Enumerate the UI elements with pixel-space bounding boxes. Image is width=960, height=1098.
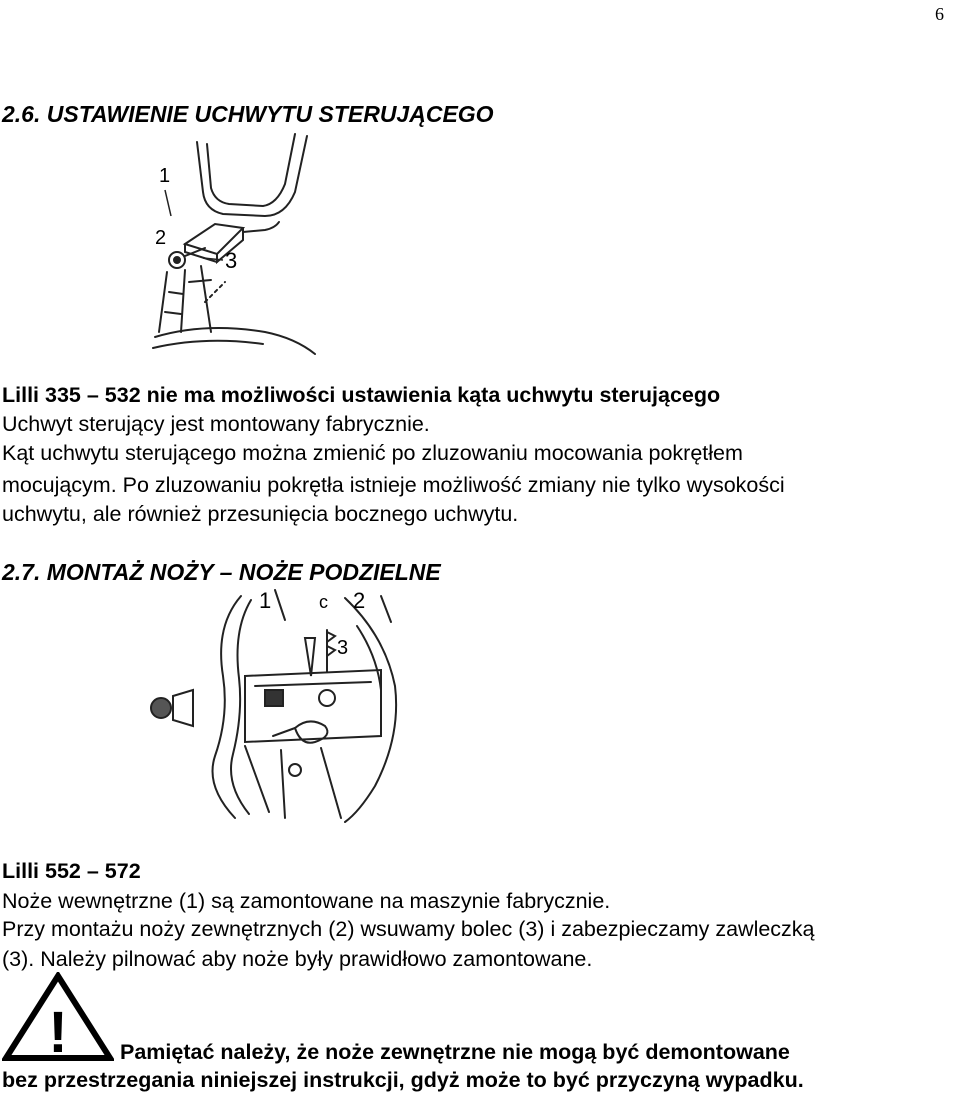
section1-line-4: uchwytu, ale również przesunięcia bocznego uchwytu. (2, 502, 519, 526)
figure2-label-1: 1 (259, 588, 272, 613)
warning-exclamation: ! (48, 1000, 68, 1062)
section2-line-2: Przy montażu noży zewnętrznych (2) wsuwamy bolec (3) i zabezpieczamy zawleczką (2, 917, 815, 941)
section-heading-knives: 2.7. MONTAŻ NOŻY – NOŻE PODZIELNE (2, 559, 441, 585)
figure1-label-2: 2 (155, 227, 167, 249)
warning-triangle-icon (2, 972, 114, 1062)
knife-mounting-figure (145, 586, 425, 826)
page-number: 6 (935, 4, 944, 24)
figure1-label-3: 3 (225, 248, 238, 273)
warning-line-2: bez przestrzegania niniejszej instrukcji, gdyż może to być przyczyną wypadku. (2, 1068, 804, 1092)
section1-line-1: Uchwyt sterujący jest montowany fabrycznie. (2, 412, 430, 436)
section2-line-3: (3). Należy pilnować aby noże były prawidłowo zamontowane. (2, 947, 593, 971)
warning-line-1: Pamiętać należy, że noże zewnętrzne nie mogą być demontowane (120, 1040, 790, 1064)
section2-subheading: Lilli 552 – 572 (2, 859, 141, 883)
section1-line-3: mocującym. Po zluzowaniu pokrętła istnieje możliwość zmiany nie tylko wysokości (2, 473, 785, 497)
figure1-label-1: 1 (159, 165, 171, 187)
figure2-label-c: c (319, 592, 328, 612)
section2-line-1: Noże wewnętrzne (1) są zamontowane na maszynie fabrycznie. (2, 889, 611, 913)
section1-subheading: Lilli 335 – 532 nie ma możliwości ustawienia kąta uchwytu sterującego (2, 383, 721, 407)
figure2-label-2: 2 (353, 588, 366, 613)
section1-line-2: Kąt uchwytu sterującego można zmienić po zluzowaniu mocowania pokrętłem (2, 441, 743, 465)
section-heading-handle: 2.6. USTAWIENIE UCHWYTU STERUJĄCEGO (2, 101, 494, 127)
handlebar-adjustment-figure (145, 132, 325, 364)
figure2-label-3: 3 (337, 637, 349, 659)
